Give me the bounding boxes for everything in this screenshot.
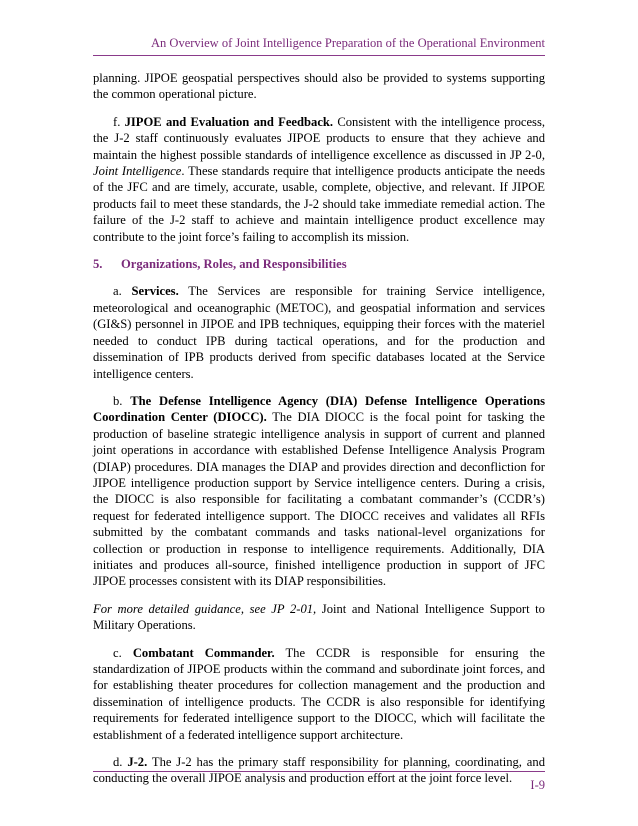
section-number: 5. [93, 257, 103, 272]
paragraph-a-heading: Services. [131, 284, 179, 299]
paragraph-f-heading: JIPOE and Evaluation and Feedback. [124, 114, 334, 129]
paragraph-continuation: planning. JIPOE geospatial perspectives should also be provided to systems supporting the common operational picture. [93, 71, 545, 102]
paragraph-d-label: d. [113, 755, 123, 770]
page-body [93, 70, 545, 798]
reference-note-title: Joint and National Intelligence Support to Military Operations. [93, 601, 545, 633]
footer-rule [93, 771, 545, 772]
paragraph-f-label: f. [113, 114, 121, 129]
paragraph-d-heading: J-2. [127, 755, 148, 770]
section-heading [93, 256, 545, 272]
paragraph-c-body: The CCDR is responsible for ensuring the standardization of JIPOE products within the command and subordinate joint forces, and for establishing theater procedures for collection management and the production and dissemination of intelligence products. The CCDR is also responsible for identifying requirements for federated intelligence support to the DIOCC, which will facilitate the establishment of a federated intelligence support architecture. [93, 645, 545, 742]
section-title: Organizations, Roles, and Responsibilities [121, 257, 347, 272]
paragraph-b-label: b. [113, 393, 123, 408]
paragraph-b-heading: The Defense Intelligence Agency (DIA) Defense Intelligence Operations Coordination Center (DIOCC). [93, 393, 546, 425]
paragraph-c [93, 645, 545, 743]
paragraph-f-body-2: . These standards require that intelligence products anticipate the needs of the JFC and are timely, accurate, usable, complete, objective, and relevant. If JIPOE products fail to meet these standards, the J-2 should take immediate remedial action. The failure of the J-2 staff to achieve and maintain intelligence product excellence may contribute to the joint force’s failing to accomplish its mission. [93, 164, 545, 244]
paragraph-d-body: The J-2 has the primary staff responsibility for planning, coordinating, and conducting the overall JIPOE analysis and production effort at the joint force level. [93, 755, 545, 786]
page-number: I-9 [530, 778, 545, 792]
paragraph-c-label: c. [113, 645, 122, 660]
paragraph-f [93, 114, 545, 245]
running-header: An Overview of Joint Intelligence Preparation of the Operational Environment [151, 36, 545, 50]
paragraph-a [93, 283, 545, 381]
paragraph-c-heading: Combatant Commander. [132, 645, 275, 660]
paragraph-b [93, 393, 545, 590]
paragraph-a-label: a. [113, 284, 122, 299]
reference-note [93, 601, 545, 634]
paragraph-f-body-1: Consistent with the intelligence process, the J-2 staff continuously evaluates JIPOE products to ensure that they achieve and maintain the highest possible standards of intelligence excellence as discussed in JP 2-0, [93, 114, 545, 162]
header-rule [93, 55, 545, 56]
paragraph-b-body: The DIA DIOCC is the focal point for tasking the production of baseline strategic intelligence analysis in support of current and planned joint operations in accordance with established Defense Intelligence Analysis Program (DIAP) procedures. DIA manages the DIAP and provides direction and deconfliction for JIPOE intelligence production support by Service intelligence centers. During a crisis, the DIOCC is also responsible for facilitating a combatant commander’s (CCDR’s) request for federated intelligence support. The DIOCC receives and validates all RFIs submitted by the combatant commands and tasks national-level organizations for collection or production in response to intelligence requirements. Additionally, DIA initiates and produces all-source, finished intelligence production in support of JFC JIPOE processes consistent with its DIAP responsibilities. [93, 410, 546, 589]
reference-note-intro: For more detailed guidance, see JP 2-01, [93, 601, 317, 616]
paragraph-f-publication-title: Joint Intelligence [93, 164, 182, 179]
paragraph-a-body: The Services are responsible for training Service intelligence, meteorological and oceanographic (METOC), and geospatial information and services (GI&S) personnel in JIPOE and IPB techniques, equipping their forces with the materiel needed to conduct IPB during tactical operations, and for the production and dissemination of IPB products derived from specific databases located at the Service intelligence centers. [93, 284, 546, 381]
